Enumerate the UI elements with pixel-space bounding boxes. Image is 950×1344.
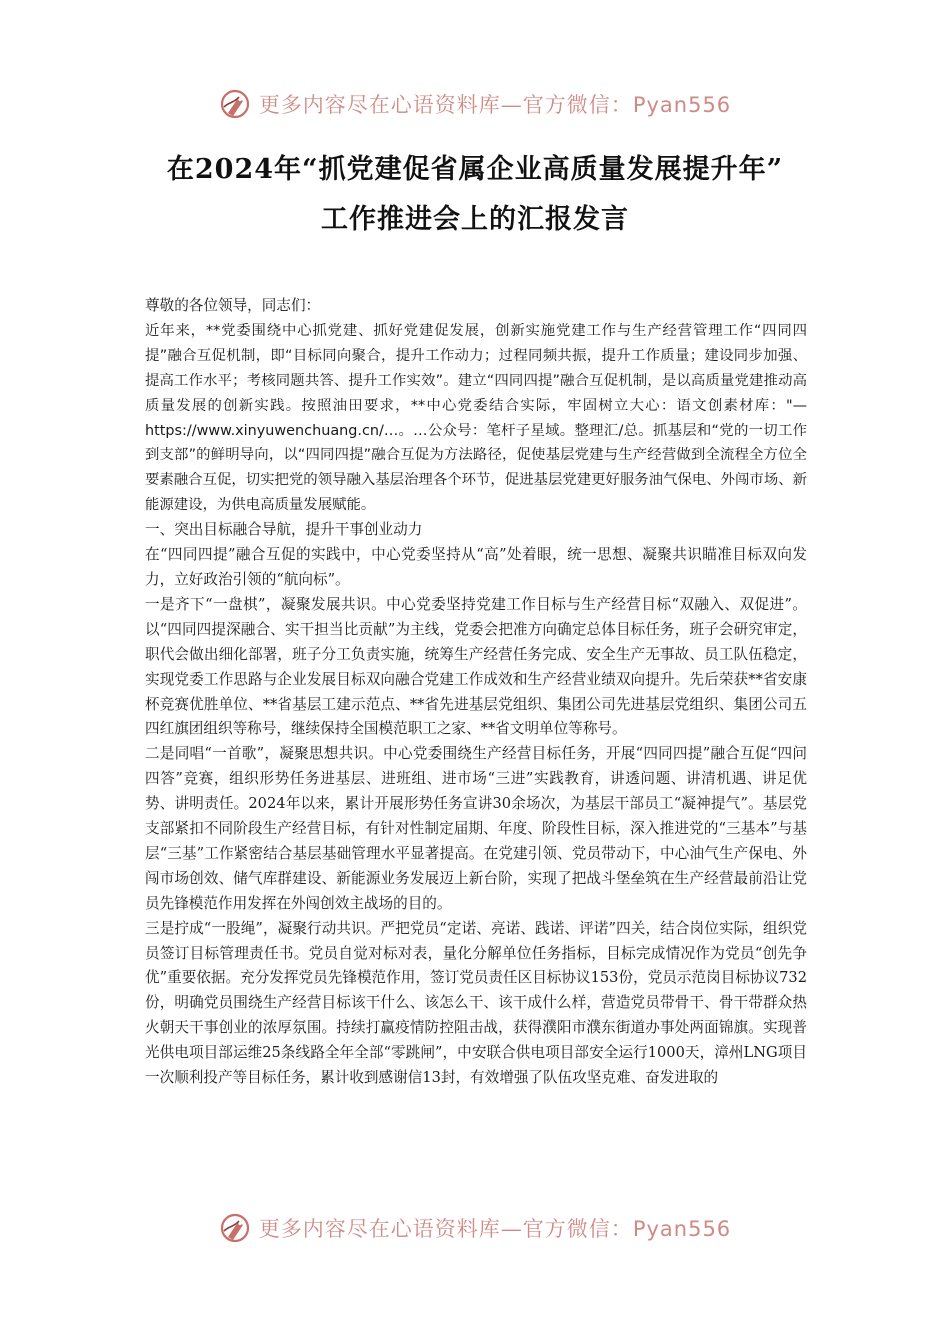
document-body	[145, 294, 807, 1091]
point1-paragraph: 一是齐下“一盘棋”，凝聚发展共识。中心党委坚持党建工作目标与生产经营目标“双融入、双促进”。以“四同四提深融合、实干担当比贡献”为主线，党委会把准方向确定总体目标任务，班子会研究审定，职代会做出细化部署，班子分工负责实施，统筹生产经营任务完成、安全生产无事故、员工队伍稳定，实现党委工作思路与企业发展目标双向融合党建工作成效和生产经营业绩双向提升。先后荣获**省安康杯竞赛优胜单位、**省基层工建示范点、**省先进基层党组织、集团公司先进基层党组织、集团公司五四红旗团组织等称号，继续保持全国模范职工之家、**省文明单位等称号。	[145, 595, 807, 738]
salutation: 尊敬的各位领导，同志们：	[145, 297, 321, 314]
header-banner-text	[259, 89, 731, 119]
page-title-line1: 在2024年“抓党建促省属企业高质量发展提升年”	[166, 154, 784, 185]
section1-heading: 一、突出目标融合导航，提升干事创业动力	[145, 521, 423, 539]
footer-banner-wechat-id: Pyan556	[632, 1217, 732, 1241]
point2-paragraph: 二是同唱“一首歌”，凝聚思想共识。中心党委围绕生产经营目标任务，开展“四同四提”融合互促“四问四答”竞赛，组织形势任务进基层、进班组、进市场“三进”实践教育，讲透问题、讲清机遇、讲足优势、讲明责任。2024年以来，累计开展形势任务宣讲30余场次，为基层干部员工“凝神提气”。基层党支部紧扣不同阶段生产经营目标，有针对性制定届期、年度、阶段性目标，深入推进党的“三基本”与基层“三基”工作紧密结合基层基础管理水平显著提高。在党建引领、党员带动下，中心油气生产保电、外闯市场创效、储气库群建设、新能源业务发展迈上新台阶，实现了把战斗堡垒筑在生产经营最前沿让党员先锋模范作用发挥在外闯创效主战场的目的。	[145, 745, 807, 912]
footer-banner-cn: 更多内容尽在心语资料库—官方微信：	[258, 1217, 633, 1241]
footer-banner-text	[259, 1213, 731, 1243]
header-banner-cn: 更多内容尽在心语资料库—官方微信：	[258, 93, 633, 117]
pen-nib-logo-icon	[219, 1212, 251, 1244]
pen-nib-logo-icon	[219, 88, 251, 120]
page-title-line2: 工作推进会上的汇报发言	[321, 204, 629, 235]
point3-paragraph: 三是拧成“一股绳”，凝聚行动共识。严把党员“定诺、亮诺、践诺、评诺”四关，结合岗位实际，组织党员签订目标管理责任书。党员自觉对标对表，量化分解单位任务指标，目标完成情况作为党员“创先争优”重要依据。充分发挥党员先锋模范作用，签订党员责任区目标协议153份，党员示范岗目标协议732份，明确党员围绕生产经营目标该干什么、该怎么干、该干成什么样，营造党员带骨干、骨干带群众热火朝天干事创业的浓厚氛围。持续打赢疫情防控阻击战，获得濮阳市濮东街道办事处两面锦旗。实现普光供电项目部运维25条线路全年全部“零跳闸”，中安联合供电项目部安全运行1000天，漳州LNG项目一次顺利投产等目标任务，累计收到感谢信13封，有效增强了队伍攻坚克难、奋发进取的	[145, 919, 807, 1087]
header-banner	[0, 84, 950, 124]
intro-paragraph: 近年来，**党委围绕中心抓党建、抓好党建促发展，创新实施党建工作与生产经营管理工作“四同四提”融合互促机制，即“目标同向聚合，提升工作动力；过程同频共振，提升工作质量；建设同步加强、提高工作水平；考核同题共答、提升工作实效”。建立“四同四提”融合互促机制，是以高质量党建推动高质量发展的创新实践。按照油田要求，**中心党委结合实际，牢固树立大心：语文创素材库："—https://www.xinyuwenchuang.cn/…。…公众号：笔杆子星域。整理汇/总。抓基层和“党的一切工作到支部”的鲜明导向，以“四同四提”融合互促为方法路径，促使基层党建与生产经营做到全流程全方位全要素融合互促，切实把党的领导融入基层治理各个环节，促进基层党建更好服务油气保电、外闯市场、新能源建设，为供电高质量发展赋能。	[145, 322, 807, 514]
section1-lead-paragraph: 在“四同四提”融合互促的实践中，中心党委坚持从“高”处着眼，统一思想、凝聚共识瞄准目标双向发力，立好政治引领的“航向标”。	[145, 546, 807, 588]
header-banner-wechat-id: Pyan556	[632, 93, 732, 117]
footer-banner	[0, 1208, 950, 1248]
